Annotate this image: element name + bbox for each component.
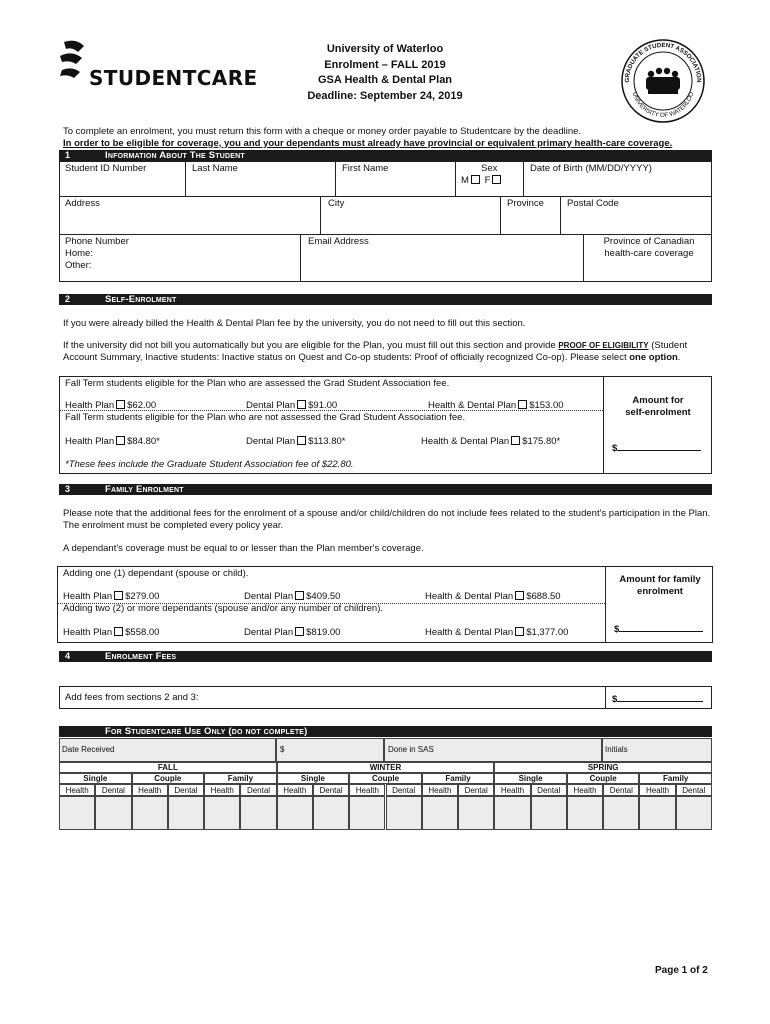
option-label: Health & Dental Plan	[428, 400, 517, 411]
office-entry-cell	[422, 796, 458, 830]
self-amount-label	[608, 395, 708, 419]
email-field[interactable]: Email Address	[308, 236, 369, 247]
column-label: Dental	[682, 786, 706, 795]
family-row1-health[interactable]	[63, 591, 159, 602]
divider	[605, 686, 606, 709]
group-label: Family	[663, 774, 689, 783]
column-label: Dental	[464, 786, 488, 795]
self-row1-dental-checkbox[interactable]	[297, 400, 306, 409]
office-entry-cell	[277, 796, 313, 830]
option-price: $409.50	[306, 591, 341, 602]
initials-cell	[602, 738, 712, 762]
group-header-cell	[494, 773, 567, 784]
province-field[interactable]: Province	[507, 198, 544, 209]
section-1-title: Information About The Student	[105, 150, 245, 161]
self-row2-desc: Fall Term students eligible for the Plan who are not assessed the Grad Student Association fee.	[65, 412, 466, 423]
option-price: $91.00	[308, 400, 338, 411]
column-label: Dental	[392, 786, 416, 795]
column-header-cell	[567, 784, 603, 796]
section-1-number: 1	[65, 150, 71, 160]
option-label: Dental Plan	[246, 400, 296, 411]
phone-other-label: Other:	[65, 260, 92, 271]
office-entry-cell	[168, 796, 204, 830]
group-header-cell	[639, 773, 712, 784]
column-header-cell	[531, 784, 567, 796]
group-label: Single	[83, 774, 108, 783]
province-healthcare-field[interactable]	[590, 236, 708, 260]
section-4-header	[59, 651, 712, 662]
section-3-title: Family Enrolment	[105, 484, 184, 495]
divider	[500, 196, 501, 234]
group-header-cell	[132, 773, 205, 784]
sex-f-label: F	[484, 175, 491, 186]
postal-code-field[interactable]: Postal Code	[567, 198, 619, 209]
option-price: $558.00	[125, 627, 160, 638]
group-label: Single	[518, 774, 543, 783]
date-received-cell	[59, 738, 276, 762]
term-header-cell	[277, 762, 495, 773]
section-4-title: Enrolment Fees	[105, 651, 177, 662]
column-header-cell	[204, 784, 240, 796]
self-row2-dental-checkbox[interactable]	[297, 436, 306, 445]
sex-label: Sex	[481, 163, 498, 174]
group-label: Family	[227, 774, 254, 783]
option-label: Health Plan	[65, 400, 115, 411]
column-header-cell	[639, 784, 675, 796]
self-row2-health-dental[interactable]	[421, 436, 560, 447]
family-row2-hd-checkbox[interactable]	[515, 627, 524, 636]
dollar-sign: $	[614, 624, 620, 635]
last-name-field[interactable]: Last Name	[192, 163, 238, 174]
gsa-seal-icon	[620, 38, 706, 124]
office-entry-cell	[204, 796, 240, 830]
divider	[455, 161, 456, 196]
column-header-cell	[240, 784, 276, 796]
svg-text:UNIVERSITY OF WATERLOO: UNIVERSITY OF WATERLOO	[630, 91, 696, 120]
column-header-cell	[313, 784, 349, 796]
province-hc-line-2: health-care coverage	[604, 248, 694, 259]
divider	[523, 161, 524, 196]
option-label: Dental Plan	[244, 591, 294, 602]
column-header-cell	[494, 784, 530, 796]
divider	[320, 196, 321, 234]
amount-cell	[276, 738, 384, 762]
option-price: $62.00	[127, 400, 157, 411]
sex-m-checkbox[interactable]	[471, 175, 480, 184]
column-label: Health	[500, 786, 525, 795]
section-2-number: 2	[65, 294, 71, 304]
family-amount-label	[610, 574, 710, 598]
column-header-cell	[59, 784, 95, 796]
divider	[560, 196, 561, 234]
divider	[605, 566, 606, 643]
title-line-university: University of Waterloo	[326, 43, 444, 55]
group-header-cell	[59, 773, 132, 784]
term-label: WINTER	[369, 763, 402, 772]
family-row2-dental-checkbox[interactable]	[295, 627, 304, 636]
fee-footnote: *These fees include the Graduate Student Association fee of $22.80.	[65, 459, 354, 470]
column-header-cell	[132, 784, 168, 796]
term-label: SPRING	[587, 763, 619, 772]
amount-line-1: Amount for	[632, 395, 684, 406]
option-price: $113.80*	[308, 436, 346, 447]
divider	[300, 234, 301, 282]
one-option-emphasis: one option	[629, 352, 678, 363]
family-row2-desc: Adding two (2) or more dependants (spouse and/or any number of children).	[63, 603, 384, 614]
total-fees-field[interactable]	[612, 692, 703, 705]
studentcare-logo-icon	[58, 40, 92, 80]
group-header-cell	[422, 773, 495, 784]
intro-line-2: In order to be eligible for coverage, you and your dependants must already have provincial or equivalent primary health-care coverage.	[63, 137, 673, 149]
family-row1-hd-checkbox[interactable]	[515, 591, 524, 600]
office-entry-cell	[240, 796, 276, 830]
title-line-enrolment: Enrolment – FALL 2019	[324, 58, 446, 71]
section-2-para-2	[63, 340, 711, 364]
office-entry-cell	[603, 796, 639, 830]
family-row2-health-checkbox[interactable]	[114, 627, 123, 636]
family-row2-health[interactable]	[63, 627, 159, 638]
option-price: $688.50	[526, 591, 561, 602]
column-header-cell	[95, 784, 131, 796]
column-label: Dental	[101, 786, 125, 795]
section-3-header	[59, 484, 712, 495]
family-amount-field[interactable]	[614, 622, 703, 635]
column-header-cell	[349, 784, 385, 796]
option-price: $175.80*	[522, 436, 561, 447]
divider	[603, 376, 604, 474]
office-use-header	[59, 726, 712, 737]
family-row1-health-dental[interactable]	[425, 591, 561, 602]
family-row1-desc: Adding one (1) dependant (spouse or child).	[63, 568, 249, 579]
section-1-header	[59, 150, 712, 161]
section-2-para-2-text: If the university did not bill you automatically but you are eligible for the Plan, you must fill out this section and provide	[63, 340, 559, 351]
group-header-cell	[349, 773, 422, 784]
self-amount-field[interactable]	[612, 441, 701, 454]
divider	[335, 161, 336, 196]
family-row1-dental-checkbox[interactable]	[295, 591, 304, 600]
column-header-cell	[386, 784, 422, 796]
column-label: Health	[428, 786, 452, 795]
self-row1-health[interactable]	[65, 400, 156, 411]
group-header-cell	[204, 773, 277, 784]
date-received-label: Date Received	[62, 745, 115, 754]
group-header-cell	[277, 773, 350, 784]
sex-f-checkbox[interactable]	[492, 175, 501, 184]
option-price: $279.00	[125, 591, 160, 602]
section-4-number: 4	[65, 651, 71, 661]
column-label: Health	[573, 786, 597, 795]
office-entry-cell	[639, 796, 675, 830]
phone-field[interactable]	[65, 236, 129, 272]
column-label: Health	[646, 786, 670, 795]
amount-line-1: Amount for family	[619, 574, 701, 585]
total-fees-input[interactable]	[617, 692, 703, 702]
group-label: Couple	[589, 774, 617, 783]
self-row2-hd-checkbox[interactable]	[511, 436, 520, 445]
page-number: Page 1 of 2	[655, 965, 708, 976]
office-entry-cell	[531, 796, 567, 830]
dollar-sign: $	[612, 443, 618, 454]
option-label: Health & Dental Plan	[425, 627, 514, 638]
done-sas-label: Done in SAS	[388, 745, 434, 754]
divider	[59, 196, 712, 197]
column-label: Dental	[319, 786, 343, 795]
column-header-cell	[422, 784, 458, 796]
column-label: Dental	[174, 786, 198, 795]
option-label: Health Plan	[65, 436, 115, 447]
self-row1-dental[interactable]	[246, 400, 337, 411]
option-label: Health & Dental Plan	[421, 436, 510, 447]
office-dollar-label: $	[280, 745, 285, 754]
student-id-field[interactable]: Student ID Number	[65, 163, 147, 174]
dollar-sign: $	[612, 694, 618, 705]
column-label: Dental	[537, 786, 561, 795]
office-entry-cell	[349, 796, 385, 830]
term-header-cell	[494, 762, 712, 773]
term-header-cell	[59, 762, 277, 773]
svg-text:GRADUATE STUDENT ASSOCIATION: GRADUATE STUDENT ASSOCIATION	[623, 41, 703, 83]
group-label: Couple	[371, 774, 400, 783]
office-entry-cell	[313, 796, 349, 830]
column-label: Dental	[609, 786, 633, 795]
dob-field[interactable]: Date of Birth (MM/DD/YYYY)	[530, 163, 652, 174]
column-label: Health	[138, 786, 162, 795]
group-label: Single	[300, 774, 325, 783]
group-label: Family	[445, 774, 471, 783]
self-row1-desc: Fall Term students eligible for the Plan who are assessed the Grad Student Association fee.	[65, 378, 450, 389]
section-2-para-2-text-b: (Student	[648, 340, 688, 351]
office-entry-cell	[132, 796, 168, 830]
section-2-title: Self-Enrolment	[105, 294, 177, 305]
family-row1-dental[interactable]	[244, 591, 340, 602]
city-field[interactable]: City	[328, 198, 345, 209]
office-use-title: For Studentcare Use Only (do not complete)	[105, 726, 308, 737]
column-label: Health	[210, 786, 234, 795]
section-3-para-2: A dependant's coverage must be equal to or lesser than the Plan member's coverage.	[63, 543, 424, 554]
column-header-cell	[277, 784, 313, 796]
office-entry-cell	[95, 796, 131, 830]
title-line-plan: GSA Health & Dental Plan	[317, 74, 453, 86]
initials-label: Initials	[605, 745, 628, 754]
option-label: Health Plan	[63, 627, 113, 638]
option-label: Health & Dental Plan	[425, 591, 514, 602]
option-price: $819.00	[306, 627, 341, 638]
sex-options	[461, 175, 503, 186]
student-info-box	[59, 161, 712, 282]
office-entry-cell	[567, 796, 603, 830]
section-3-number: 3	[65, 484, 71, 494]
done-sas-cell	[384, 738, 602, 762]
title-line-deadline: Deadline: September 24, 2019	[307, 89, 463, 102]
section-2-para-1: If you were already billed the Health & Dental Plan fee by the university, you do not need to fill out this section.	[63, 318, 526, 329]
term-label: FALL	[157, 763, 178, 772]
office-entry-cell	[386, 796, 422, 830]
option-label: Dental Plan	[246, 436, 296, 447]
group-label: Couple	[154, 774, 182, 783]
office-entry-cell	[676, 796, 712, 830]
amount-line-2: enrolment	[637, 586, 683, 597]
self-row1-health-dental[interactable]	[428, 400, 564, 411]
family-row1-health-checkbox[interactable]	[114, 591, 123, 600]
sex-m-label: M	[461, 175, 469, 186]
self-row2-health-checkbox[interactable]	[116, 436, 125, 445]
office-entry-cell	[458, 796, 494, 830]
self-row1-health-checkbox[interactable]	[116, 400, 125, 409]
section-2-para-2-line2: Account Summary, Inactive students: Inactive status on Quest and Co-op students: Proof of officially recognized Co-op). Please select	[63, 352, 630, 363]
column-label: Health	[283, 786, 307, 795]
column-header-cell	[168, 784, 204, 796]
option-label: Dental Plan	[244, 627, 294, 638]
section-2-header	[59, 294, 712, 305]
column-header-cell	[458, 784, 494, 796]
intro-text	[63, 126, 713, 149]
studentcare-logo-text: STUDENTCARE	[89, 66, 258, 90]
family-amount-input[interactable]	[619, 622, 703, 632]
column-header-cell	[603, 784, 639, 796]
section-3-para-1: Please note that the additional fees for the enrolment of a spouse and/or child/children do not include fees related to the student's participation in the Plan. The enrolment must be completed every policy year.	[63, 508, 711, 531]
group-header-cell	[567, 773, 640, 784]
option-price: $84.80*	[127, 436, 160, 447]
proof-of-eligibility: PROOF OF ELIGIBILITY	[558, 341, 649, 350]
family-row2-health-dental[interactable]	[425, 627, 568, 638]
family-row2-dental[interactable]	[244, 627, 340, 638]
phone-home-label: Home:	[65, 248, 93, 259]
column-label: Dental	[246, 786, 271, 795]
column-label: Health	[355, 786, 379, 795]
self-row2-health[interactable]	[65, 436, 160, 447]
intro-line-1: To complete an enrolment, you must return this form with a cheque or money order payable to Studentcare by the deadline.	[63, 126, 582, 137]
phone-label: Phone Number	[65, 236, 129, 247]
divider	[583, 234, 584, 282]
amount-line-2: self-enrolment	[625, 407, 691, 418]
column-label: Health	[65, 786, 89, 795]
office-entry-cell	[59, 796, 95, 830]
option-label: Health Plan	[63, 591, 113, 602]
divider	[185, 161, 186, 196]
option-price: $153.00	[529, 400, 564, 411]
self-row2-dental[interactable]	[246, 436, 345, 447]
column-header-cell	[676, 784, 712, 796]
section-2-para-2-end: .	[677, 352, 681, 363]
province-hc-line-1: Province of Canadian	[603, 236, 695, 247]
add-fees-label: Add fees from sections 2 and 3:	[65, 692, 199, 703]
first-name-field[interactable]: First Name	[342, 163, 389, 174]
option-price: $1,377.00	[526, 627, 569, 638]
office-entry-cell	[494, 796, 530, 830]
divider	[59, 234, 712, 235]
address-field[interactable]: Address	[65, 198, 100, 209]
form-title	[260, 42, 510, 104]
self-amount-input[interactable]	[617, 441, 701, 451]
self-row1-hd-checkbox[interactable]	[518, 400, 527, 409]
